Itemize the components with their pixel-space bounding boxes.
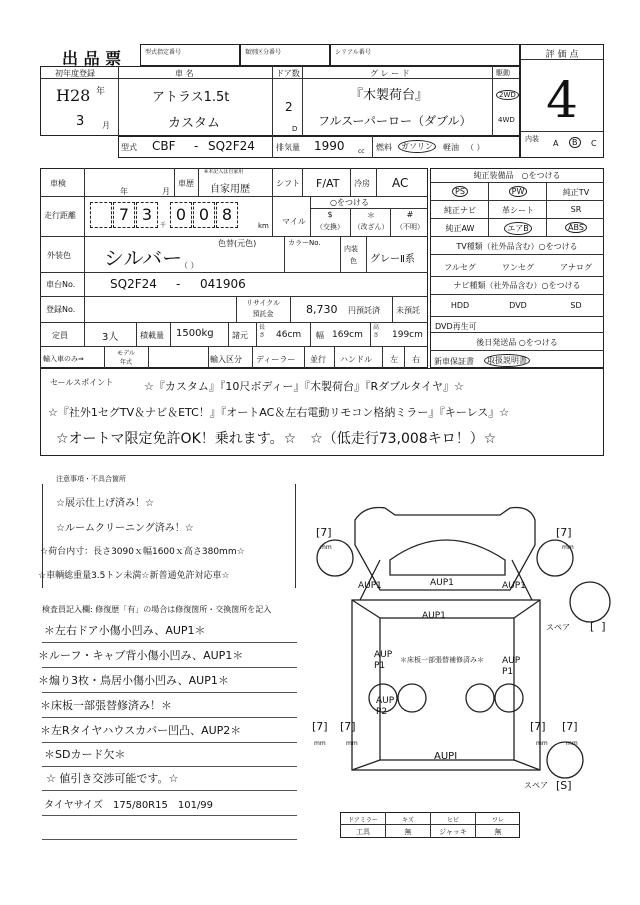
thousand-unit: 千 — [160, 222, 167, 229]
dvd-playback-label: DVD再生可 — [435, 322, 477, 331]
damage-right-gate: AUP P1 — [502, 656, 521, 677]
mileage-circle-note: ○をつける — [330, 198, 369, 207]
serial-label: シリアル番号 — [335, 49, 371, 56]
damage-cab-left: AUP1 — [358, 581, 382, 591]
tread-rear-left-1: [7] — [312, 720, 328, 733]
serial-field — [330, 44, 520, 66]
fuel-label: 燃料 — [376, 143, 392, 152]
sheet-title: 出 品 票 — [62, 49, 122, 68]
car-name: アトラス1.5t — [152, 90, 230, 105]
width-value: 169cm — [332, 330, 363, 340]
color-change-label: 色替(元色) — [218, 239, 257, 248]
score-box — [520, 44, 604, 158]
model-code: CBF — [152, 139, 176, 153]
tread-unit-6: mm — [566, 740, 578, 747]
fuel-gasoline: ガソリン — [398, 140, 436, 153]
legend-v-2: 無 — [494, 828, 502, 836]
equip-ps: PS — [452, 186, 468, 197]
length-label: 長さ — [259, 324, 266, 339]
inspection-year-unit: 年 — [120, 187, 128, 196]
spare-label: スペア — [546, 623, 570, 632]
drive-4wd: 4WD — [498, 116, 515, 124]
interior-label: 内装 — [525, 135, 539, 143]
navi-type-title: ナビ種類（社外品含む）○をつける — [453, 281, 581, 290]
model-dash: - — [194, 139, 199, 153]
equip-sr: SR — [570, 205, 582, 214]
import-type-label: 輸入区分 — [210, 355, 242, 364]
inspection-label: 車検 — [50, 179, 66, 188]
handle-right: 右 — [412, 355, 420, 364]
legend-v-tools: 工具 — [356, 828, 370, 836]
category-label: 類別区分番号 — [245, 49, 282, 56]
mileage-label: 走行距離 — [44, 211, 76, 220]
chassis-dash: - — [176, 277, 181, 291]
chassis-label: 車台No. — [46, 280, 76, 289]
shift-value: F/AT — [316, 177, 340, 190]
history-value: 自家用歴 — [210, 184, 250, 195]
doc-manual: 取扱説明書 — [484, 354, 530, 367]
interior-grade-c: C — [591, 139, 597, 148]
mileage-digit-1 — [90, 202, 112, 228]
bed-repair-note: ＊床板一部張替補修済み＊ — [400, 656, 484, 664]
note-line-2: ☆ルームクリーニング済み！☆ — [56, 523, 194, 534]
equip-airbag: エアB — [504, 222, 532, 235]
sales-point-line-1: ☆『カスタム』『10尺ボディー』『木製荷台』『Rダブルタイヤ』☆ — [144, 380, 464, 393]
doc-warranty: 新車保証書 — [434, 357, 474, 366]
height-label: 高さ — [373, 324, 380, 339]
inspector-label: 検査員記入欄: 修復歴「有」の場合は修復箇所・交換箇所を記入 — [42, 605, 272, 614]
category-field — [240, 44, 330, 66]
note-line-1: ☆展示仕上げ済み！☆ — [56, 498, 154, 509]
doors-label: ドア数 — [276, 69, 300, 78]
tread-unit-5: mm — [536, 740, 548, 747]
model-year-label-1: モデル — [117, 350, 135, 357]
damage-cab-right: AUP1 — [502, 581, 526, 591]
spare2-label: スペア — [524, 781, 548, 790]
mileage-digit-2: 7 — [113, 202, 135, 228]
inspector-row-7: ☆ 値引き交渉可能です。☆ — [42, 766, 297, 791]
displacement-unit: cc — [358, 148, 365, 155]
tv-type-title: TV種類（社外品含む）○をつける — [456, 242, 578, 251]
model-year-label-2: 年式 — [119, 359, 132, 366]
inspector-row-1: ＊左右ドア小傷小凹み、AUP1＊ — [42, 618, 297, 643]
tread-unit-3: mm — [314, 740, 326, 747]
fuel-other: （ ） — [466, 143, 485, 152]
mileage-digit-6: 8 — [216, 202, 238, 228]
recycle-unit: 円預託済 — [348, 306, 380, 315]
first-reg-label: 初年度登録 — [55, 69, 95, 78]
capacity-label: 定員 — [52, 331, 68, 340]
displacement-label: 排気量 — [276, 143, 300, 152]
legend-h-break: ワレ — [491, 817, 504, 824]
shift-label: シフト — [276, 179, 300, 188]
inspector-row-8: タイヤサイズ 175/80R15 101/99 — [42, 791, 297, 816]
car-name-label: 車 名 — [175, 69, 194, 78]
model-code-label: 型式指定番号 — [145, 49, 182, 56]
first-reg-era: H28 — [56, 86, 91, 105]
mileage-swap-mark: $ — [327, 210, 333, 219]
recycle-amount: 8,730 — [306, 303, 338, 316]
score-label: 評 価 点 — [545, 50, 579, 60]
mileage-swap-label: （交換） — [316, 223, 344, 231]
damage-roof: AUP1 — [430, 578, 454, 588]
drive-2wd: 2WD — [496, 90, 519, 100]
displacement: 1990 — [314, 139, 345, 153]
sales-point-line-3: ☆オートマ限定免許OK！乗れます。☆ ☆（低走行73,008キロ！）☆ — [56, 431, 497, 447]
equip-leather: 革シート — [502, 206, 534, 215]
import-parallel: 並行 — [310, 355, 326, 364]
history-label: 車歴 — [178, 179, 194, 188]
mileage-digit-3: 3 — [136, 202, 158, 228]
navi-sd: SD — [570, 301, 582, 310]
ac-label: 冷房 — [354, 179, 370, 188]
color-label: 外装色 — [47, 251, 71, 260]
registration-label: 登録No. — [46, 305, 76, 314]
interior-grade-b: B — [569, 137, 581, 148]
height-value: 199cm — [392, 330, 423, 340]
load-value: 1500kg — [176, 328, 214, 339]
legend-v-jack: ジャッキ — [439, 828, 467, 836]
docs-title: 後日発送品 ○をつける — [476, 338, 558, 347]
recycle-label-1: リサイクル — [245, 299, 281, 307]
mileage-altered-mark: ＊ — [367, 211, 375, 220]
recycle-status: 未預託 — [396, 306, 420, 315]
legend-h-crack: ヒビ — [446, 817, 459, 824]
equip-pw: PW — [509, 186, 528, 197]
legend-h-mirror: ドアミラー — [348, 817, 378, 824]
chassis-number: 041906 — [200, 277, 246, 291]
tread-unit-1: mm — [320, 544, 332, 551]
equip-abs: ABS — [565, 222, 587, 233]
door-suffix: D — [292, 125, 298, 133]
grade-line1: 『木製荷台』 — [350, 88, 429, 103]
handle-label: ハンドル — [340, 355, 372, 364]
mileage-unknown-mark: # — [406, 210, 414, 219]
equip-aw: 純正AW — [445, 224, 475, 233]
interior-color-value: グレーⅡ系 — [370, 254, 415, 265]
door-count: 2 — [285, 100, 293, 114]
first-reg-year-unit: 年 — [96, 87, 106, 97]
history-note: ※本記入は自家用 — [204, 169, 244, 175]
tread-rear-left-2: [7] — [340, 720, 356, 733]
interior-color-label-2: 色 — [350, 257, 357, 265]
tread-front-right: [7] — [556, 526, 572, 539]
fuel-diesel: 軽油 — [443, 143, 459, 152]
length-value: 46cm — [276, 330, 302, 340]
first-reg-month-unit: 月 — [102, 121, 110, 130]
notes-label: 注意事項・不具合箇所 — [56, 475, 126, 483]
legend-v-1: 無 — [404, 828, 412, 836]
damage-left-wheelhouse: AUP P2 — [376, 696, 395, 717]
inspection-month-unit: 月 — [162, 187, 170, 196]
equip-navi: 純正ナビ — [444, 206, 476, 215]
handle-left: 左 — [390, 355, 398, 364]
inspector-row-9 — [42, 815, 297, 840]
tv-oneseg: ワンセグ — [502, 263, 534, 272]
spare-bracket: [ ] — [590, 620, 606, 633]
dims-label: 諸元 — [232, 331, 248, 340]
km-unit: km — [258, 222, 269, 230]
car-subname: カスタム — [168, 116, 221, 131]
equipment-title: 純正装備品 ○をつける — [473, 171, 561, 180]
mileage-digit-4: 0 — [170, 202, 192, 228]
model-label: 型式 — [121, 143, 137, 152]
inspector-row-2: ＊ルーフ・キャブ背小傷小凹み、AUP1＊ — [42, 643, 297, 668]
inspector-row-4: ＊床板一部張替修済み！＊ — [42, 693, 297, 718]
import-dealer: ディーラー — [256, 355, 296, 364]
model-suffix: SQ2F24 — [208, 139, 255, 153]
recycle-label-2: 預託金 — [252, 310, 274, 318]
note-line-4: ☆車輌総重量3.5トン未満☆新普通免許対応車☆ — [38, 571, 230, 581]
load-label: 積載量 — [140, 331, 164, 340]
spare2-value: [S] — [556, 779, 572, 792]
tread-unit-4: mm — [346, 740, 358, 747]
grade-label: グ レ ー ド — [370, 69, 410, 78]
damage-left-gate: AUP P1 — [374, 650, 393, 671]
import-label: 輸入車のみ⇒ — [43, 355, 84, 363]
inspector-row-6: ＊SDカード欠＊ — [42, 742, 297, 767]
tread-rear-right-1: [7] — [530, 720, 546, 733]
sales-points-label: セールスポイント — [50, 378, 114, 387]
legend-h-scratch: キズ — [402, 817, 414, 824]
interior-color-label-1: 内装 — [344, 245, 358, 253]
width-label: 幅 — [316, 331, 324, 340]
tv-analog: アナログ — [560, 263, 592, 272]
tread-unit-2: mm — [562, 544, 574, 551]
note-line-3: ☆荷台内寸：長さ3090ｘ幅1600ｘ高さ380mm☆ — [40, 547, 245, 557]
mile-label: マイル — [282, 217, 306, 226]
ac-value: AC — [392, 176, 409, 190]
color-value: シルバー — [104, 246, 183, 270]
mileage-unknown-label: （不明） — [396, 223, 424, 231]
equip-tv: 純正TV — [562, 188, 590, 197]
grade-line2: フルスーパーロー（ダブル） — [318, 114, 472, 128]
tv-fullseg: フルセグ — [444, 263, 476, 272]
color-change-value: （ ） — [180, 261, 199, 270]
mileage-altered-label: （改ざん） — [353, 223, 389, 231]
model-code-field — [140, 44, 240, 66]
navi-hdd: HDD — [450, 301, 470, 310]
damage-bed-front: AUP1 — [422, 611, 446, 621]
drive-label: 駆動 — [496, 69, 510, 77]
inspector-row-3: ＊煽り3枚・鳥居小傷小凹み、AUP1＊ — [42, 668, 297, 693]
first-reg-month: 3 — [76, 114, 85, 129]
inspector-row-5: ＊左Rタイヤハウスカバー凹凸、AUP2＊ — [42, 718, 297, 743]
color-no-label: カラーNo. — [288, 239, 321, 247]
interior-grade-a: A — [553, 139, 559, 148]
mileage-digit-5: 0 — [193, 202, 215, 228]
capacity-value: 3人 — [102, 332, 119, 343]
sales-point-line-2: ☆『社外1セグTV＆ナビ＆ETC！』『オートAC＆左右電動リモコン格納ミラー』『キーレス』☆ — [48, 406, 510, 419]
navi-dvd: DVD — [509, 301, 527, 310]
chassis-prefix: SQ2F24 — [110, 277, 157, 291]
tread-rear-right-2: [7] — [562, 720, 578, 733]
damage-bed-rear: AUPI — [434, 751, 458, 762]
score-value: 4 — [546, 71, 578, 129]
tread-front-left: [7] — [316, 526, 332, 539]
